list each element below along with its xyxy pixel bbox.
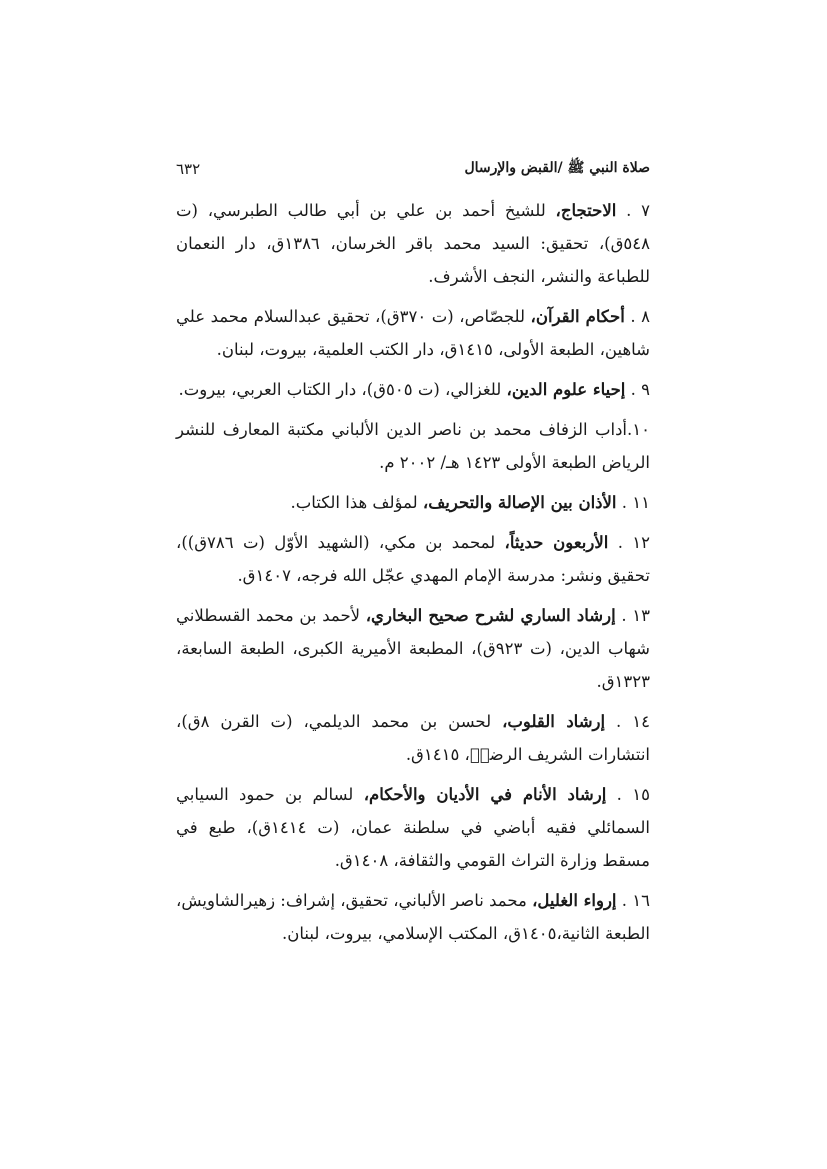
entry-title: الاحتجاج، [555,201,617,220]
entry-details: لأحمد بن محمد القسطلاني شهاب الدين، (ت ٩٢٣ق)، المطبعة الأميرية الكبرى، الطبعة السابعة، ١٣٢٣ق. [176,606,650,691]
entry-number: ١١ . [621,493,650,512]
bibliography-list [176,194,650,957]
entry-details: أداب الزفاف محمد بن ناصر الدين الألباني مكتبة المعارف للنشر الرياض الطبعة الأولى ١٤٢٣ هـ/ ٢٠٠٢ م. [176,420,650,472]
entry-number: ١٤ . [616,712,650,731]
entry-number: ١٣ . [621,606,650,625]
entry-number: ١٠. [627,420,650,439]
entry-title: الأربعون حديثاً، [504,533,609,552]
bibliography-entry [176,526,650,592]
page-number: ٦٣٢ [176,160,201,178]
entry-title: إرشاد الأنام في الأديان والأحكام، [363,785,607,804]
running-header [176,156,650,182]
entry-details: محمد ناصر الألباني، تحقيق، إشراف: زهيرالشاويش، الطبعة الثانية،١٤٠٥ق، المكتب الإسلامي، بيروت، لبنان. [176,891,650,943]
entry-number: ١٢ . [617,533,651,552]
entry-number: ١٥ . [616,785,650,804]
bibliography-entry [176,194,650,293]
bibliography-entry [176,705,650,771]
entry-details: لمؤلف هذا الكتاب. [290,493,423,512]
entry-details: للغزالي، (ت ٥٠٥ق)، دار الكتاب العربي، بيروت. [178,380,507,399]
entry-details: لسالم بن حمود السيابي السمائلي فقيه أباضي في سلطنة عمان، (ت ١٤١٤ق)، طبع في مسقط وزارة التراث القومي والثقافة، ١٤٠٨ق. [176,785,650,870]
bibliography-entry [176,300,650,366]
bibliography-entry [176,599,650,698]
bibliography-entry [176,373,650,406]
bibliography-entry [176,884,650,950]
entry-title: إرواء الغليل، [532,891,617,910]
bibliography-entry [176,413,650,479]
entry-details: لمحمد بن مكي، (الشهيد الأوّل (ت ٧٨٦ق))، تحقيق ونشر: مدرسة الإمام المهدي عجّل الله فرجه، ١٤٠٧ق. [176,533,650,585]
entry-number: ١٦ . [621,891,650,910]
entry-details: للجصّاص، (ت ٣٧٠ق)، تحقيق عبدالسلام محمد علي شاهين، الطبعة الأولى، ١٤١٥ق، دار الكتب العلمية، بيروت، لبنان. [176,307,650,359]
entry-title: إرشاد القلوب، [502,712,606,731]
entry-number: ٩ . [630,380,650,399]
running-title: صلاة النبي ﷺ /القبض والإرسال [464,160,650,176]
bibliography-entry [176,778,650,877]
entry-details: للشيخ أحمد بن علي بن أبي طالب الطبرسي، (ت ٥٤٨ق)، تحقيق: السيد محمد باقر الخرسان، ١٣٨٦ق، دار النعمان للطباعة والنشر، النجف الأشرف. [176,201,650,286]
entry-title: إحياء علوم الدين، [506,380,626,399]
entry-number: ٨ . [630,307,650,326]
bibliography-entry [176,486,650,519]
entry-number: ٧ . [626,201,650,220]
entry-title: الأذان بين الإصالة والتحريف، [422,493,617,512]
entry-title: إرشاد الساري لشرح صحيح البخاري، [365,606,616,625]
entry-details: لحسن بن محمد الديلمي، (ت القرن ٨ق)، انتشارات الشريف الرضيؒ، ١٤١٥ق. [176,712,650,764]
entry-title: أحكام القرآن، [530,307,625,326]
